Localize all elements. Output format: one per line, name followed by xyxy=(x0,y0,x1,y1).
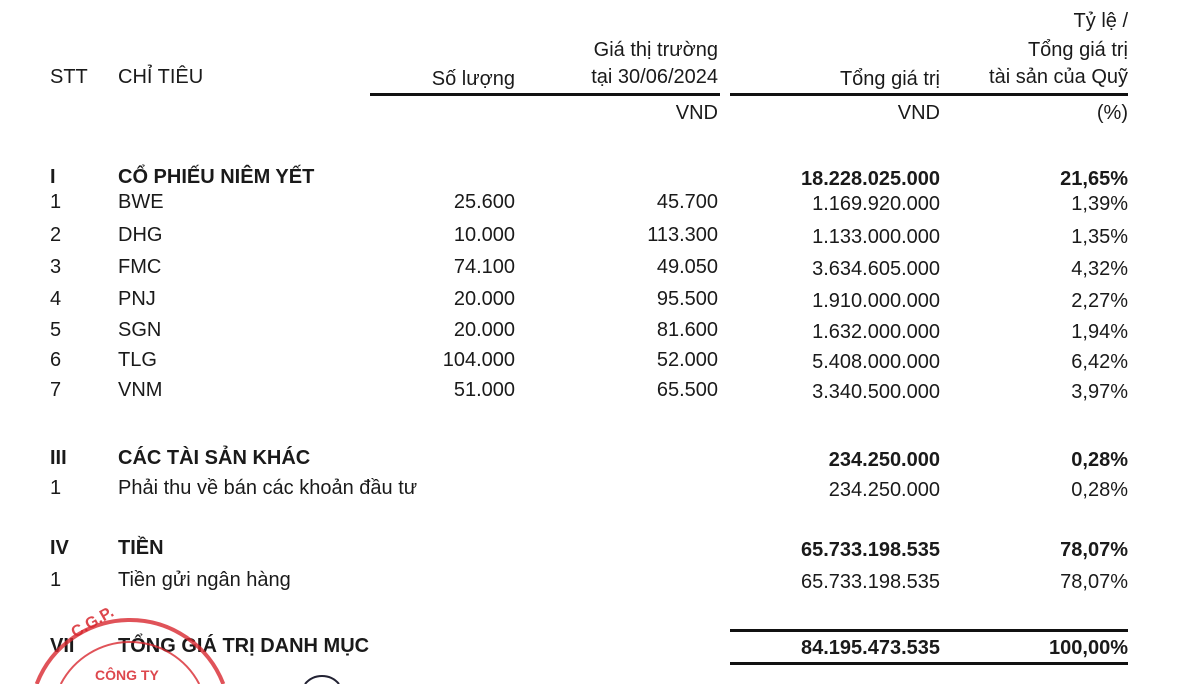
section-total: 18.228.025.000 xyxy=(800,168,940,190)
header-tyle-line3: tài sản của Quỹ xyxy=(989,66,1128,88)
grand-total-no: VII xyxy=(50,635,75,657)
company-stamp xyxy=(20,600,340,684)
header-tyle-unit: (%) xyxy=(1096,102,1128,124)
row-name: Phải thu về bán các khoản đầu tư xyxy=(118,477,418,499)
row-price: 81.600 xyxy=(656,319,718,341)
row-no: 3 xyxy=(50,256,62,278)
row-qty: 25.600 xyxy=(453,191,515,213)
row-no: 2 xyxy=(50,224,62,246)
row-value: 5.408.000.000 xyxy=(812,351,940,373)
row-qty: 20.000 xyxy=(453,288,515,310)
row-value: 1.632.000.000 xyxy=(812,321,940,343)
row-no: 1 xyxy=(50,569,62,591)
section-title: CỔ PHIẾU NIÊM YẾT xyxy=(118,166,315,188)
row-value: 1.910.000.000 xyxy=(812,290,940,312)
row-value: 234.250.000 xyxy=(828,479,940,501)
section-pct: 0,28% xyxy=(1071,449,1128,471)
section-total: 65.733.198.535 xyxy=(800,539,940,561)
header-stt: STT xyxy=(50,66,88,88)
row-name: FMC xyxy=(118,256,162,278)
header-divider xyxy=(370,93,720,96)
row-name: DHG xyxy=(118,224,163,246)
row-qty: 10.000 xyxy=(453,224,515,246)
row-qty: 74.100 xyxy=(453,256,515,278)
header-divider xyxy=(730,93,1128,96)
row-no: 4 xyxy=(50,288,62,310)
row-price: 52.000 xyxy=(656,349,718,371)
header-gia-line2: tại 30/06/2024 xyxy=(591,66,718,88)
row-qty: 104.000 xyxy=(442,349,515,371)
header-tyle-line1: Tỷ lệ / xyxy=(1073,10,1128,32)
row-pct: 6,42% xyxy=(1071,351,1128,373)
section-pct: 21,65% xyxy=(1060,168,1128,190)
row-no: 6 xyxy=(50,349,62,371)
row-pct: 1,94% xyxy=(1071,321,1128,343)
section-title: CÁC TÀI SẢN KHÁC xyxy=(118,447,311,469)
grand-total-title: TỔNG GIÁ TRỊ DANH MỤC xyxy=(118,635,370,657)
row-pct: 3,97% xyxy=(1071,381,1128,403)
section-no: III xyxy=(50,447,67,469)
row-pct: 78,07% xyxy=(1060,571,1128,593)
row-name: VNM xyxy=(118,379,163,401)
grand-total-pct: 100,00% xyxy=(1049,637,1128,659)
row-pct: 2,27% xyxy=(1071,290,1128,312)
header-tong-unit: VND xyxy=(897,102,940,124)
svg-text:CÔNG TY: CÔNG TY xyxy=(95,667,159,683)
row-value: 1.169.920.000 xyxy=(812,193,940,215)
row-no: 1 xyxy=(50,477,62,499)
row-name: BWE xyxy=(118,191,164,213)
grand-total-value: 84.195.473.535 xyxy=(800,637,940,659)
total-bottom-line xyxy=(730,662,1128,665)
row-pct: 4,32% xyxy=(1071,258,1128,280)
row-name: Tiền gửi ngân hàng xyxy=(118,569,291,591)
row-price: 113.300 xyxy=(647,224,718,246)
row-qty: 20.000 xyxy=(453,319,515,341)
section-title: TIỀN xyxy=(118,537,164,559)
row-qty: 51.000 xyxy=(453,379,515,401)
header-chi-tieu: CHỈ TIÊU xyxy=(118,66,204,88)
header-gia-unit: VND xyxy=(675,102,718,124)
row-name: PNJ xyxy=(118,288,156,310)
row-name: SGN xyxy=(118,319,162,341)
row-no: 7 xyxy=(50,379,62,401)
row-price: 49.050 xyxy=(656,256,718,278)
section-total: 234.250.000 xyxy=(828,449,940,471)
row-no: 5 xyxy=(50,319,62,341)
row-pct: 0,28% xyxy=(1071,479,1128,501)
section-no: I xyxy=(50,166,56,188)
svg-text:C.G.P.: C.G.P. xyxy=(68,603,117,642)
row-price: 45.700 xyxy=(656,191,718,213)
row-pct: 1,39% xyxy=(1071,193,1128,215)
total-top-line xyxy=(730,629,1128,632)
row-value: 3.340.500.000 xyxy=(812,381,940,403)
section-pct: 78,07% xyxy=(1060,539,1128,561)
row-price: 95.500 xyxy=(656,288,718,310)
header-tyle-line2: Tổng giá trị xyxy=(1027,39,1128,61)
row-name: TLG xyxy=(118,349,157,371)
row-value: 65.733.198.535 xyxy=(800,571,940,593)
section-no: IV xyxy=(50,537,69,559)
row-value: 3.634.605.000 xyxy=(812,258,940,280)
row-no: 1 xyxy=(50,191,62,213)
header-tong: Tổng giá trị xyxy=(839,68,940,90)
row-price: 65.500 xyxy=(656,379,718,401)
row-pct: 1,35% xyxy=(1071,226,1128,248)
header-so-luong: Số lượng xyxy=(431,68,515,90)
header-gia-line1: Giá thị trường xyxy=(593,39,718,61)
row-value: 1.133.000.000 xyxy=(812,226,940,248)
